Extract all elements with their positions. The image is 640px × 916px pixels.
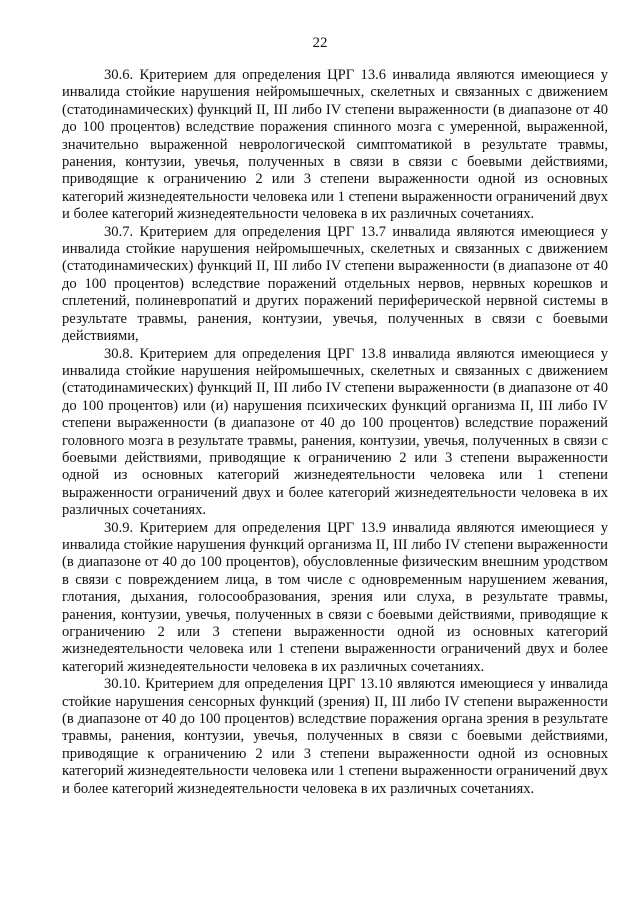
paragraph-30-10: 30.10. Критерием для определения ЦРГ 13.10 являются имеющиеся у инвалида стойкие нарушения сенсорных функций (зрения) II, III либо IV степени выраженности (в диапазоне от 40 до 100 процентов) вследствие поражения органа зрения в результате травмы, ранения, контузии, увечья, полученных в связи с боевыми действиями, приводящие к ограничению 2 или 3 степени выраженности одной из основных категорий жизнедеятельности человека или 1 степени выраженности ограничений двух и более категорий жизнедеятельности человека в их различных сочетаниях. <box>62 676 608 797</box>
paragraph-30-9: 30.9. Критерием для определения ЦРГ 13.9 инвалида являются имеющиеся у инвалида стойкие нарушения функций организма II, III либо IV степени выраженности (в диапазоне от 40 до 100 процентов), обусловленные физическим внешним уродством в связи с повреждением лица, в том числе с одновременным нарушением жевания, глотания, дыхания, голосообразования, зрения или слуха, в результате травмы, ранения, контузии, увечья, полученных в связи с боевыми действиями, приводящие к ограничению 2 или 3 степени выраженности одной из основных категорий жизнедеятельности человека или 1 степени выраженности ограничений двух и более категорий жизнедеятельности человека в их различных сочетаниях. <box>62 519 608 675</box>
paragraph-30-6: 30.6. Критерием для определения ЦРГ 13.6 инвалида являются имеющиеся у инвалида стойкие нарушения нейромышечных, скелетных и связанных с движением (статодинамических) функций II, III либо IV степени выраженности (в диапазоне от 40 до 100 процентов) вследствие поражения спинного мозга с умеренной, выраженной, значительно выраженной неврологической симптоматикой в результате травмы, ранения, контузии, увечья, полученных в связи в связи с боевыми действиями, приводящие к ограничению 2 или 3 степени выраженности одной из основных категорий жизнедеятельности человека или 1 степени выраженности ограничений двух и более категорий жизнедеятельности человека в их различных сочетаниях. <box>62 67 608 223</box>
paragraph-30-7: 30.7. Критерием для определения ЦРГ 13.7 инвалида являются имеющиеся у инвалида стойкие нарушения нейромышечных, скелетных и связанных с движением (статодинамических) функций II, III либо IV степени выраженности (в диапазоне от 40 до 100 процентов) вследствие поражений отдельных нервов, нервных корешков и сплетений, полиневропатий и других поражений периферической нервной системы в результате травмы, ранения, контузии, увечья, полученных в связи с боевыми действиями, <box>62 223 608 345</box>
paragraph-30-8: 30.8. Критерием для определения ЦРГ 13.8 инвалида являются имеющиеся у инвалида стойкие нарушения нейромышечных, скелетных и связанных с движением (статодинамических) функций II, III либо IV степени выраженности (в диапазоне от 40 до 100 процентов) или (и) нарушения психических функций организма II, III либо IV степени выраженности (в диапазоне от 40 до 100 процентов) вследствие поражений головного мозга в результате травмы, ранения, контузии, увечья, полученных в связи с боевыми действиями, приводящие к ограничению 2 или 3 степени выраженности одной из основных категорий жизнедеятельности человека или 1 степени выраженности ограничений двух и более категорий жизнедеятельности человека в их различных сочетаниях. <box>62 345 608 519</box>
page-number: 22 <box>312 35 328 51</box>
document-body <box>62 67 608 798</box>
